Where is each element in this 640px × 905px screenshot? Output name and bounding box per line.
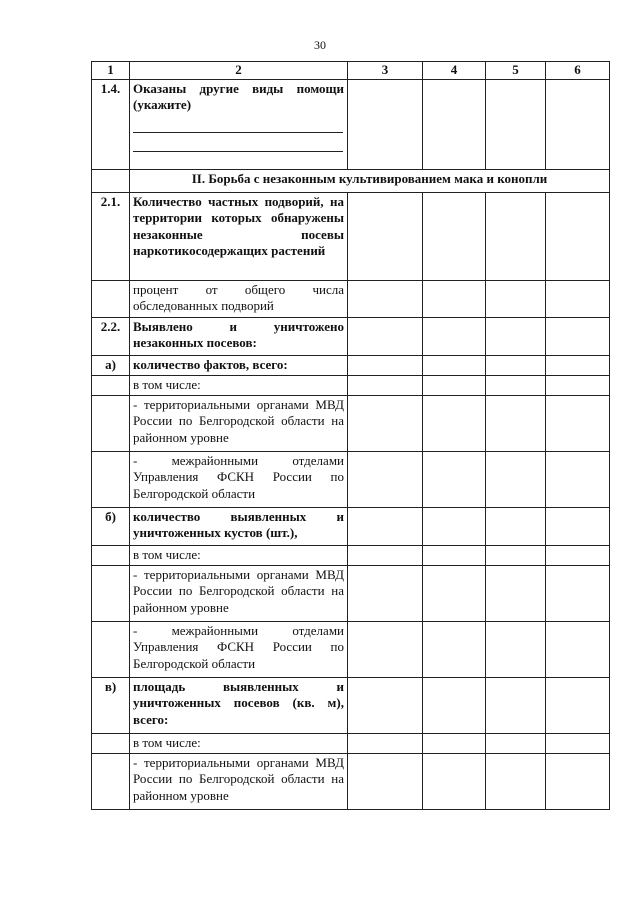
data-cell[interactable] — [423, 677, 486, 733]
row-label: в том числе: — [130, 733, 348, 753]
row-label: в том числе: — [130, 375, 348, 395]
data-cell[interactable] — [546, 280, 610, 317]
table-row-including — [92, 545, 610, 565]
data-cell[interactable] — [348, 507, 423, 545]
data-cell[interactable] — [486, 79, 546, 169]
data-cell[interactable] — [486, 192, 546, 280]
data-cell[interactable] — [348, 733, 423, 753]
row-number: 2.2. — [92, 317, 130, 355]
data-cell[interactable] — [486, 621, 546, 677]
data-cell[interactable] — [348, 79, 423, 169]
data-cell[interactable] — [546, 375, 610, 395]
data-cell[interactable] — [546, 451, 610, 507]
table-row-fskn — [92, 451, 610, 507]
table-row-v — [92, 677, 610, 733]
row-label: - территориальными органами МВД России по Белгородской области на районном уровне — [130, 395, 348, 451]
data-cell[interactable] — [546, 79, 610, 169]
data-cell[interactable] — [423, 395, 486, 451]
row-number — [92, 733, 130, 753]
data-cell[interactable] — [546, 395, 610, 451]
page-number: 30 — [314, 38, 326, 52]
data-cell[interactable] — [348, 375, 423, 395]
data-cell[interactable] — [486, 545, 546, 565]
data-cell[interactable] — [348, 395, 423, 451]
data-cell[interactable] — [423, 753, 486, 809]
data-cell[interactable] — [486, 733, 546, 753]
data-cell[interactable] — [486, 395, 546, 451]
table-row-mvd — [92, 395, 610, 451]
data-cell[interactable] — [546, 753, 610, 809]
data-cell[interactable] — [486, 451, 546, 507]
row-label: Выявлено и уничтожено незаконных посевов: — [130, 317, 348, 355]
data-cell[interactable] — [486, 753, 546, 809]
data-cell[interactable] — [546, 545, 610, 565]
table-header-row — [92, 62, 610, 80]
data-cell[interactable] — [486, 355, 546, 375]
data-cell[interactable] — [423, 451, 486, 507]
row-label: процент от общего числа обследованных подворий — [130, 280, 348, 317]
data-cell[interactable] — [423, 733, 486, 753]
data-cell[interactable] — [348, 192, 423, 280]
data-cell[interactable] — [423, 317, 486, 355]
table-row-2-2 — [92, 317, 610, 355]
row-label: - территориальными органами МВД России по Белгородской области на районном уровне — [130, 753, 348, 809]
data-cell[interactable] — [486, 317, 546, 355]
data-cell[interactable] — [423, 507, 486, 545]
row-number: в) — [92, 677, 130, 733]
data-cell[interactable] — [546, 317, 610, 355]
data-cell[interactable] — [486, 375, 546, 395]
column-header-5: 5 — [486, 62, 546, 80]
row-number: 2.1. — [92, 192, 130, 280]
row-label: площадь выявленных и уничтоженных посевов (кв. м), всего: — [130, 677, 348, 733]
data-cell[interactable] — [423, 280, 486, 317]
table-row-mvd — [92, 753, 610, 809]
data-cell[interactable] — [423, 375, 486, 395]
data-cell[interactable] — [546, 192, 610, 280]
data-cell[interactable] — [423, 545, 486, 565]
data-cell[interactable] — [546, 677, 610, 733]
data-cell[interactable] — [348, 317, 423, 355]
section-title: II. Борьба с незаконным культивированием мака и конопли — [130, 169, 610, 192]
row-label — [130, 79, 348, 169]
data-cell[interactable] — [348, 545, 423, 565]
data-cell[interactable] — [546, 733, 610, 753]
data-cell[interactable] — [546, 507, 610, 545]
data-cell[interactable] — [423, 79, 486, 169]
column-header-1: 1 — [92, 62, 130, 80]
row-number — [92, 621, 130, 677]
fill-in-line-1 — [133, 114, 343, 133]
data-cell[interactable] — [486, 507, 546, 545]
data-cell[interactable] — [546, 565, 610, 621]
data-cell[interactable] — [348, 677, 423, 733]
table-row-2-1 — [92, 192, 610, 280]
table-row-including — [92, 733, 610, 753]
row-number — [92, 451, 130, 507]
column-header-4: 4 — [423, 62, 486, 80]
table-row-a — [92, 355, 610, 375]
row-label: количество выявленных и уничтоженных кустов (шт.), — [130, 507, 348, 545]
empty-cell — [92, 169, 130, 192]
row-label: - межрайонными отделами Управления ФСКН России по Белгородской области — [130, 451, 348, 507]
row-label: - территориальными органами МВД России по Белгородской области на районном уровне — [130, 565, 348, 621]
row-number — [92, 753, 130, 809]
row-number: 1.4. — [92, 79, 130, 169]
data-cell[interactable] — [423, 355, 486, 375]
data-cell[interactable] — [546, 355, 610, 375]
row-label-text: Оказаны другие виды помощи (укажите) — [133, 80, 344, 112]
column-header-2: 2 — [130, 62, 348, 80]
data-cell[interactable] — [348, 280, 423, 317]
data-cell[interactable] — [348, 355, 423, 375]
data-cell[interactable] — [348, 621, 423, 677]
data-cell[interactable] — [423, 621, 486, 677]
row-label: количество фактов, всего: — [130, 355, 348, 375]
table-row-fskn — [92, 621, 610, 677]
row-number: б) — [92, 507, 130, 545]
column-header-3: 3 — [348, 62, 423, 80]
row-number — [92, 545, 130, 565]
row-number — [92, 375, 130, 395]
table-row-mvd — [92, 565, 610, 621]
row-number: а) — [92, 355, 130, 375]
data-cell[interactable] — [423, 565, 486, 621]
row-label: - межрайонными отделами Управления ФСКН России по Белгородской области — [130, 621, 348, 677]
report-form-table — [91, 61, 610, 810]
row-label: Количество частных подворий, на территории которых обнаружены незаконные посевы наркотикосодержащих растений — [130, 192, 348, 280]
row-number — [92, 395, 130, 451]
row-number — [92, 565, 130, 621]
table-row-percent — [92, 280, 610, 317]
row-label: в том числе: — [130, 545, 348, 565]
row-number — [92, 280, 130, 317]
table-row-including — [92, 375, 610, 395]
column-header-6: 6 — [546, 62, 610, 80]
table-row-b — [92, 507, 610, 545]
data-cell[interactable] — [486, 677, 546, 733]
data-cell[interactable] — [348, 565, 423, 621]
data-cell[interactable] — [486, 565, 546, 621]
data-cell[interactable] — [348, 451, 423, 507]
data-cell[interactable] — [546, 621, 610, 677]
fill-in-line-2 — [133, 133, 343, 152]
section-row — [92, 169, 610, 192]
data-cell[interactable] — [486, 280, 546, 317]
table-row-1-4 — [92, 79, 610, 169]
data-cell[interactable] — [423, 192, 486, 280]
data-cell[interactable] — [348, 753, 423, 809]
